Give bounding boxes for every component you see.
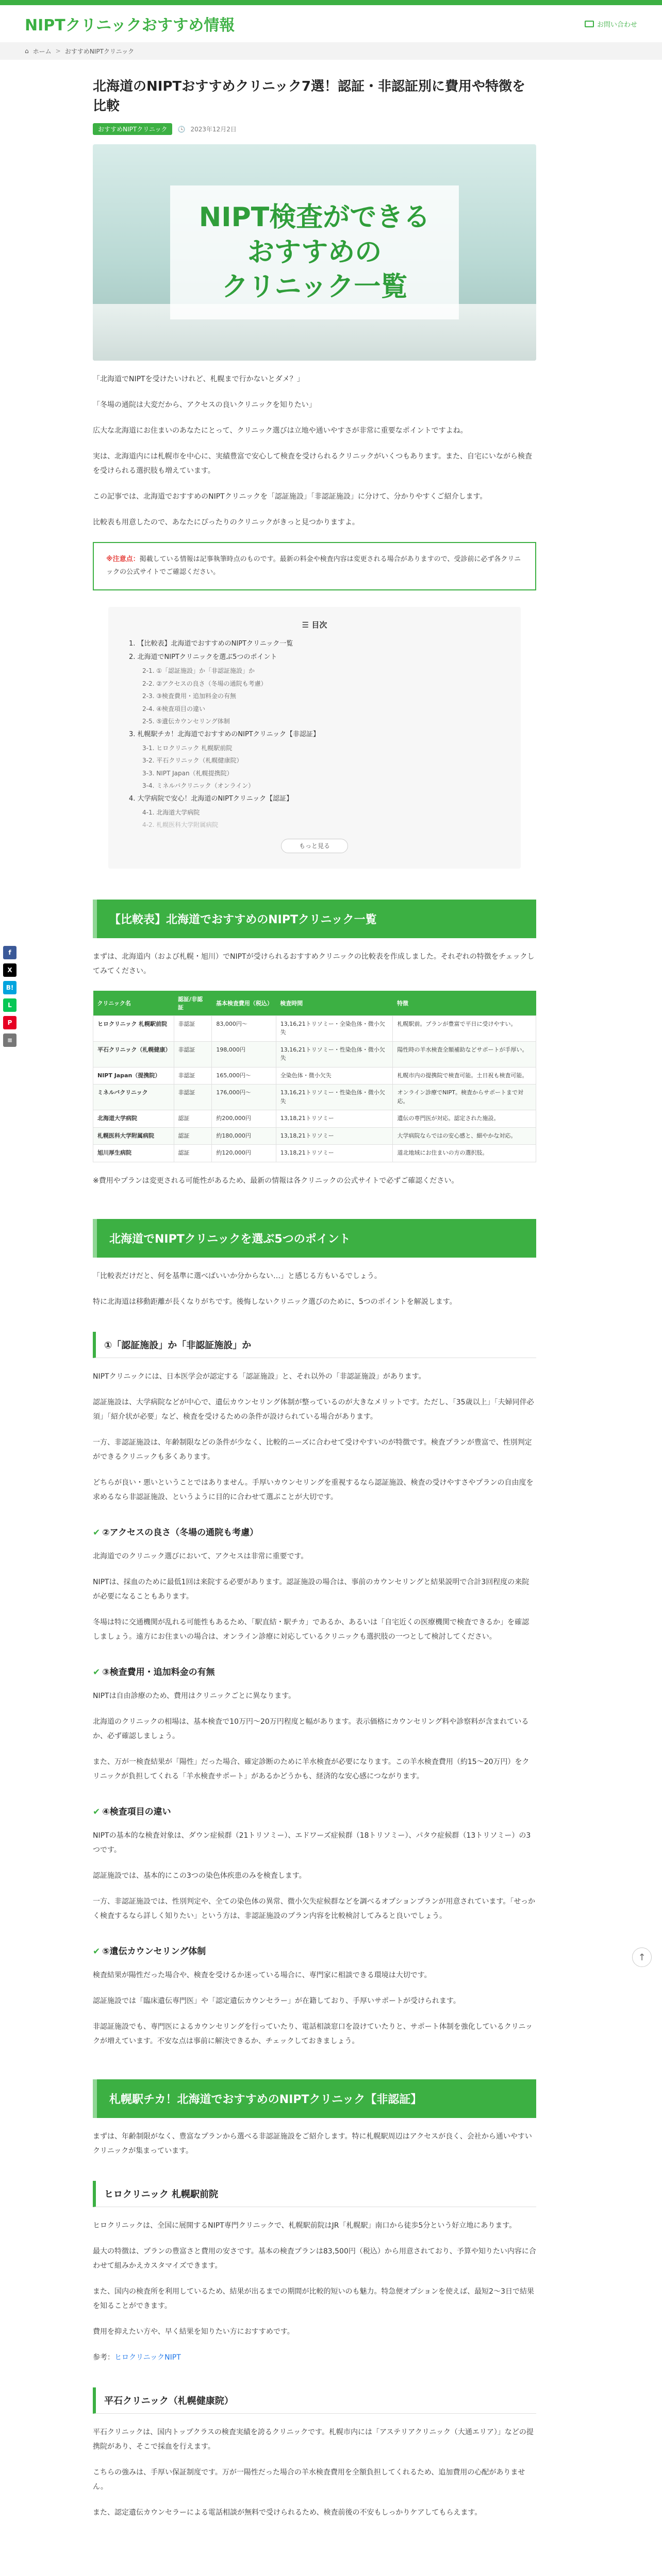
table-cell: 認証 [174, 1127, 212, 1145]
article-title: 北海道のNIPTおすすめクリニック7選！認証・非認証別に費用や特徴を比較 [93, 79, 526, 114]
share-bar [3, 946, 16, 1047]
breadcrumb-separator: > [55, 47, 61, 55]
section-lead: 特に北海道は移動距離が長くなりがちです。後悔しないクリニック選びのために、5つのポイントを解説します。 [93, 1297, 457, 1306]
check-icon: ✔ [93, 1667, 101, 1677]
toc-item[interactable]: 2-1. ①「認証施設」か「非認証施設」か [142, 667, 255, 675]
table-cell: 全染色体・微小欠失 [276, 1067, 393, 1084]
table-cell: ミネルバクリニック [93, 1084, 174, 1110]
clinic-heading-hiraishi: 平石クリニック（札幌健康院） [93, 2387, 536, 2414]
clinic-paragraph: こちらの強みは、手厚い保証制度です。万が一陽性だった場合の羊水検査費用を全額負担してくれるため、追加費用の心配がありません。 [93, 2468, 525, 2491]
intro-paragraph: この記事では、北海道でおすすめのNIPTクリニックを「認証施設」「非認証施設」に分けて、分かりやすくご紹介します。 [93, 493, 487, 501]
comparison-table [93, 991, 536, 1162]
toc-item[interactable]: 2-3. ③検査費用・追加料金の有無 [142, 692, 236, 700]
point-paragraph: また、万が一検査結果が「陽性」だった場合、確定診断のために羊水検査が必要になります。この羊水検査費用（約15〜20万円）をクリニックが負担してくれる「羊水検査サポート」があるかどうかも、経済的な安心感につながります。 [93, 1757, 529, 1781]
intro-paragraph: 実は、北海道内には札幌市を中心に、実績豊富で安心して検査を受けられるクリニックがいくつもあります。また、自宅にいながら検査を受けられる選択肢も増えています。 [93, 452, 533, 476]
point-paragraph: 一方、非認証施設では、性別判定や、全ての染色体の異常、微小欠失症候群などを調べるオプションプランが用意されています。「せっかく検査するなら詳しく知りたい」という方は、非認証施設のプラン内容を比較検討してみると良いでしょう。 [93, 1897, 536, 1920]
point-paragraph: NIPTクリニックには、日本医学会が認定する「認証施設」と、それ以外の「非認証施設」があります。 [93, 1372, 426, 1381]
table-cell: 約120,000円 [212, 1145, 276, 1162]
column-header: 認証/非認証 [174, 991, 212, 1016]
hero-line-3: クリニック一覧 [221, 272, 408, 303]
table-cell: 平石クリニック（札幌健康） [93, 1041, 174, 1067]
table-cell: 陽性時の羊水検査全額補助などサポートが手厚い。 [393, 1041, 536, 1067]
table-cell: 非認証 [174, 1067, 212, 1084]
table-cell: 非認証 [174, 1015, 212, 1041]
column-header: クリニック名 [93, 991, 174, 1016]
check-icon: ✔ [93, 1946, 101, 1957]
breadcrumb [0, 42, 662, 60]
table-row [93, 1127, 536, 1145]
line-share-icon[interactable]: L [3, 998, 16, 1012]
table-cell: 13,18,21トリソミー [276, 1145, 393, 1162]
table-cell: 札幌医科大学附属病院 [93, 1127, 174, 1145]
hatena-share-icon[interactable]: B! [3, 981, 16, 994]
table-cell: 道北地域にお住まいの方の選択肢。 [393, 1145, 536, 1162]
contact-link[interactable] [585, 19, 637, 29]
point-paragraph: 検査結果が陽性だった場合や、検査を受けるか迷っている場合に、専門家に相談できる環境は大切です。 [93, 1971, 432, 1979]
point-paragraph: 認証施設では「臨床遺伝専門医」や「認定遺伝カウンセラー」が在籍しており、手厚いサポートが受けられます。 [93, 1996, 460, 2005]
scroll-top-button[interactable]: ↑ [632, 1947, 652, 1967]
toc-title-text: 目次 [311, 620, 327, 630]
point-paragraph: NIPTの基本的な検査対象は、ダウン症候群（21トリソミー）、エドワーズ症候群（18トリソミー）、パタウ症候群（13トリソミー）の3つです。 [93, 1831, 531, 1854]
breadcrumb-current[interactable]: おすすめNIPTクリニック [64, 47, 135, 55]
point-paragraph: 一方、非認証施設は、年齢制限などの条件が少なく、比較的ニーズに合わせて受けやすいのが特徴です。検査プランが豊富で、性別判定ができるクリニックも多くあります。 [93, 1438, 532, 1461]
notice-box [93, 542, 536, 590]
table-of-contents [108, 607, 521, 869]
section-lead: 「比較表だけだと、何を基準に選べばいいか分からない…」と感じる方もいるでしょう。 [93, 1272, 382, 1280]
table-cell: 認証 [174, 1145, 212, 1162]
table-footnote: ※費用やプランは変更される可能性があるため、最新の情報は各クリニックの公式サイトで必ずご確認ください。 [93, 1176, 459, 1185]
table-cell: 13,18,21トリソミー [276, 1110, 393, 1128]
point-heading-4 [93, 1804, 536, 1817]
table-cell: 認証 [174, 1110, 212, 1128]
table-cell: NIPT Japan（提携院） [93, 1067, 174, 1084]
toc-item[interactable]: 4. 大学病院で安心！北海道のNIPTクリニック【認証】 [129, 795, 293, 803]
hero-image [93, 144, 536, 361]
point-paragraph: NIPTは自由診療のため、費用はクリニックごとに異なります。 [93, 1691, 296, 1700]
column-header: 検査時間 [276, 991, 393, 1016]
x-share-icon[interactable]: X [3, 963, 16, 977]
site-title[interactable]: NIPTクリニックおすすめ情報 [25, 16, 235, 35]
reference-label: 参考： [93, 2353, 114, 2362]
point-paragraph: 北海道のクリニックの相場は、基本検査で10万円〜20万円程度と幅があります。表示価格にカウンセリング料や診察料が含まれているか、必ず確認しましょう。 [93, 1717, 529, 1740]
toc-item[interactable]: 1. 【比較表】北海道でおすすめのNIPTクリニック一覧 [129, 639, 293, 648]
section-lead: まずは、年齢制限がなく、豊富なプランから選べる非認証施設をご紹介します。特に札幌駅周辺はアクセスが良く、会社から通いやすいクリニックが集まっています。 [93, 2132, 532, 2155]
toc-item[interactable]: 3. 札幌駅チカ！北海道でおすすめのNIPTクリニック【非認証】 [129, 731, 320, 738]
category-badge[interactable]: おすすめNIPTクリニック [93, 123, 172, 135]
table-cell: オンライン診療でNIPT。検査からサポートまで対応。 [393, 1084, 536, 1110]
clinic-paragraph: また、国内の検査所を利用しているため、結果が出るまでの期間が比較的短いのも魅力。特急便オプションを使えば、最短2〜3日で結果を知ることができます。 [93, 2287, 534, 2310]
table-cell: ヒロクリニック 札幌駅前院 [93, 1015, 174, 1041]
table-cell: 札幌市内の提携院で検査可能。土日祝も検査可能。 [393, 1067, 536, 1084]
table-cell: 198,000円 [212, 1041, 276, 1067]
article-meta [93, 123, 536, 135]
table-header-row [93, 991, 536, 1016]
toc-item[interactable]: 2-4. ④検査項目の違い [142, 705, 205, 713]
table-row [93, 1015, 536, 1041]
check-icon: ✔ [93, 1806, 101, 1817]
toc-item[interactable]: 3-4. ミネルバクリニック（オンライン） [142, 782, 255, 790]
article [93, 77, 536, 2520]
toc-more-button[interactable]: もっと見る [281, 839, 348, 853]
point-paragraph: 認証施設では、基本的にこの3つの染色体疾患のみを検査します。 [93, 1871, 306, 1880]
mail-icon [585, 21, 594, 27]
point-heading-text: ②アクセスの良さ（冬場の通院も考慮） [102, 1527, 259, 1538]
intro-paragraph: 「北海道でNIPTを受けたいけれど、札幌まで行かないとダメ？」 [93, 375, 304, 384]
toc-item[interactable]: 3-3. NIPT Japan（札幌提携院） [142, 769, 233, 777]
toc-item[interactable]: 2-2. ②アクセスの良さ（冬場の通院も考慮） [142, 680, 267, 687]
point-paragraph: 認証施設は、大学病院などが中心で、遺伝カウンセリング体制が整っているのが大きなメリットです。ただし、「35歳以上」「夫婦同伴必須」「紹介状が必要」など、検査を受けるための条件が設けられている場合があります。 [93, 1398, 534, 1421]
intro-paragraph: 広大な北海道にお住まいのあなたにとって、クリニック選びは立地や通いやすさが非常に重要なポイントですよね。 [93, 427, 468, 435]
table-row [93, 1067, 536, 1084]
toc-item[interactable]: 2. 北海道でNIPTクリニックを選ぶ5つのポイント [129, 653, 277, 662]
section-lead: まずは、北海道内（および札幌・旭川）でNIPTが受けられるおすすめクリニックの比較表を作成しました。それぞれの特徴をチェックしてみてください。 [93, 952, 535, 975]
table-cell: 札幌駅前。プランが豊富で平日に受けやすい。 [393, 1015, 536, 1041]
point-heading-1: ①「認証施設」か「非認証施設」か [93, 1332, 536, 1358]
table-cell: 13,16,21トリソミー・性染色体・微小欠失 [276, 1041, 393, 1067]
clinic-paragraph: 最大の特徴は、プランの豊富さと費用の安さです。基本の検査プランは83,500円（税込）から用意されており、予算や知りたい内容に合わせて組みかえカスタマイズできます。 [93, 2247, 536, 2270]
intro-paragraph: 比較表も用意したので、あなたにぴったりのクリニックがきっと見つかりますよ。 [93, 518, 359, 527]
site-header [0, 5, 662, 42]
check-icon: ✔ [93, 1527, 101, 1538]
notice-text: 掲載している情報は記事執筆時点のものです。最新の料金や検査内容は変更される場合がありますので、受診前に必ず各クリニックの公式サイトでご確認ください。 [106, 555, 521, 577]
table-cell: 約180,000円 [212, 1127, 276, 1145]
clinic-paragraph: ヒロクリニックは、全国に展開するNIPT専門クリニックで、札幌駅前院はJR「札幌駅」南口から徒歩5分という好立地にあります。 [93, 2221, 517, 2230]
list-icon: ☰ [302, 620, 312, 630]
table-cell: 旭川厚生病院 [93, 1145, 174, 1162]
table-cell: 13,18,21トリソミー [276, 1127, 393, 1145]
point-paragraph: 非認証施設でも、専門医によるカウンセリングを行っていたり、電話相談窓口を設けていたりと、サポート体制を強化しているクリニックが増えています。不安な点は事前に解決できるか、チェックしておきましょう。 [93, 2022, 533, 2045]
section-heading-points: 北海道でNIPTクリニックを選ぶ5つのポイント [93, 1219, 536, 1258]
section-heading-comparison: 【比較表】北海道でおすすめのNIPTクリニック一覧 [93, 900, 536, 938]
reference-link[interactable]: ヒロクリニックNIPT [114, 2353, 181, 2362]
hero-text-panel [170, 185, 459, 319]
article-date: 2023年12月2日 [190, 126, 237, 133]
table-row [93, 1084, 536, 1110]
table-row [93, 1110, 536, 1128]
intro-paragraph: 「冬場の通院は大変だから、アクセスの良いクリニックを知りたい」 [93, 401, 316, 410]
breadcrumb-home[interactable]: ホーム [32, 47, 52, 55]
table-cell: 83,000円〜 [212, 1015, 276, 1041]
table-cell: 遺伝の専門医が対応。認定された施設。 [393, 1110, 536, 1128]
pocket-share-icon[interactable]: P [3, 1016, 16, 1029]
point-heading-2 [93, 1525, 536, 1538]
clinic-heading-hiro: ヒロクリニック 札幌駅前院 [93, 2181, 536, 2207]
clock-icon: 🕓 [177, 125, 186, 133]
reference-line [93, 2350, 536, 2365]
column-header: 特徴 [393, 991, 536, 1016]
point-heading-text: ⑤遺伝カウンセリング体制 [102, 1946, 206, 1957]
toc-item[interactable]: 2-5. ⑤遺伝カウンセリング体制 [142, 718, 230, 725]
point-heading-3 [93, 1665, 536, 1677]
notice-label: ※注意点： [106, 555, 140, 564]
point-paragraph: 冬場は特に交通機関が乱れる可能性もあるため、「駅直結・駅チカ」であるか、あるいは「自宅近くの医療機関で検査できるか」を確認しましょう。遠方にお住まいの場合は、オンライン診療に対応しているクリニックも選択肢の一つとして検討してください。 [93, 1618, 529, 1641]
table-cell: 非認証 [174, 1084, 212, 1110]
toc-list [129, 637, 500, 832]
point-paragraph: 北海道でのクリニック選びにおいて、アクセスは非常に重要です。 [93, 1552, 308, 1561]
point-heading-text: ③検査費用・追加料金の有無 [102, 1667, 215, 1677]
clinic-paragraph: 平石クリニックは、国内トップクラスの検査実績を誇るクリニックです。札幌市内には「アステリアクリニック（大通エリア）」などの提携院があり、そこで採血を行えます。 [93, 2428, 534, 2451]
toc-item[interactable]: 3-1. ヒロクリニック 札幌駅前院 [142, 744, 233, 752]
hero-line-1: NIPT検査ができる [198, 201, 431, 233]
table-row [93, 1145, 536, 1162]
point-heading-text: ④検査項目の違い [102, 1806, 171, 1817]
home-icon: ⌂ [25, 47, 29, 55]
point-paragraph: どちらが良い・悪いということではありません。手厚いカウンセリングを重視するなら認証施設、検査の受けやすさやプランの自由度を求めるなら非認証施設、というように目的に合わせて選ぶことが大切です。 [93, 1478, 534, 1501]
table-cell: 大学病院ならではの安心感と、細やかな対応。 [393, 1127, 536, 1145]
column-header: 基本検査費用（税込） [212, 991, 276, 1016]
table-cell: 176,000円〜 [212, 1084, 276, 1110]
toc-title [129, 619, 500, 630]
clinic-paragraph: 費用を抑えたい方や、早く結果を知りたい方におすすめです。 [93, 2327, 294, 2336]
table-cell: 13,16,21トリソミー・性染色体・微小欠失 [276, 1084, 393, 1110]
top-accent-bar [0, 0, 662, 5]
clinic-paragraph: また、認定遺伝カウンセラーによる電話相談が無料で受けられるため、検査前後の不安もしっかりケアしてもらえます。 [93, 2508, 482, 2517]
toc-item[interactable]: 3-2. 平石クリニック（札幌健康院） [142, 757, 243, 765]
toc-item[interactable]: 4-2. 札幌医科大学附属病院 [142, 821, 219, 829]
point-heading-5 [93, 1944, 536, 1957]
table-cell: 165,000円〜 [212, 1067, 276, 1084]
hero-line-2: おすすめの [247, 236, 382, 268]
table-row [93, 1041, 536, 1067]
table-cell: 約200,000円 [212, 1110, 276, 1128]
table-cell: 非認証 [174, 1041, 212, 1067]
table-cell: 北海道大学病院 [93, 1110, 174, 1128]
toc-item[interactable]: 4-1. 北海道大学病院 [142, 808, 200, 816]
copy-share-icon[interactable]: ≡ [3, 1033, 16, 1047]
section-heading-non-certified: 札幌駅チカ！北海道でおすすめのNIPTクリニック【非認証】 [93, 2079, 536, 2118]
point-paragraph: NIPTは、採血のために最低1回は来院する必要があります。認証施設の場合は、事前のカウンセリングと結果説明で合計3回程度の来院が必要になることもあります。 [93, 1578, 529, 1601]
table-cell: 13,16,21トリソミー・全染色体・微小欠失 [276, 1015, 393, 1041]
facebook-share-icon[interactable]: f [3, 946, 16, 959]
contact-label: お問い合わせ [597, 21, 637, 29]
